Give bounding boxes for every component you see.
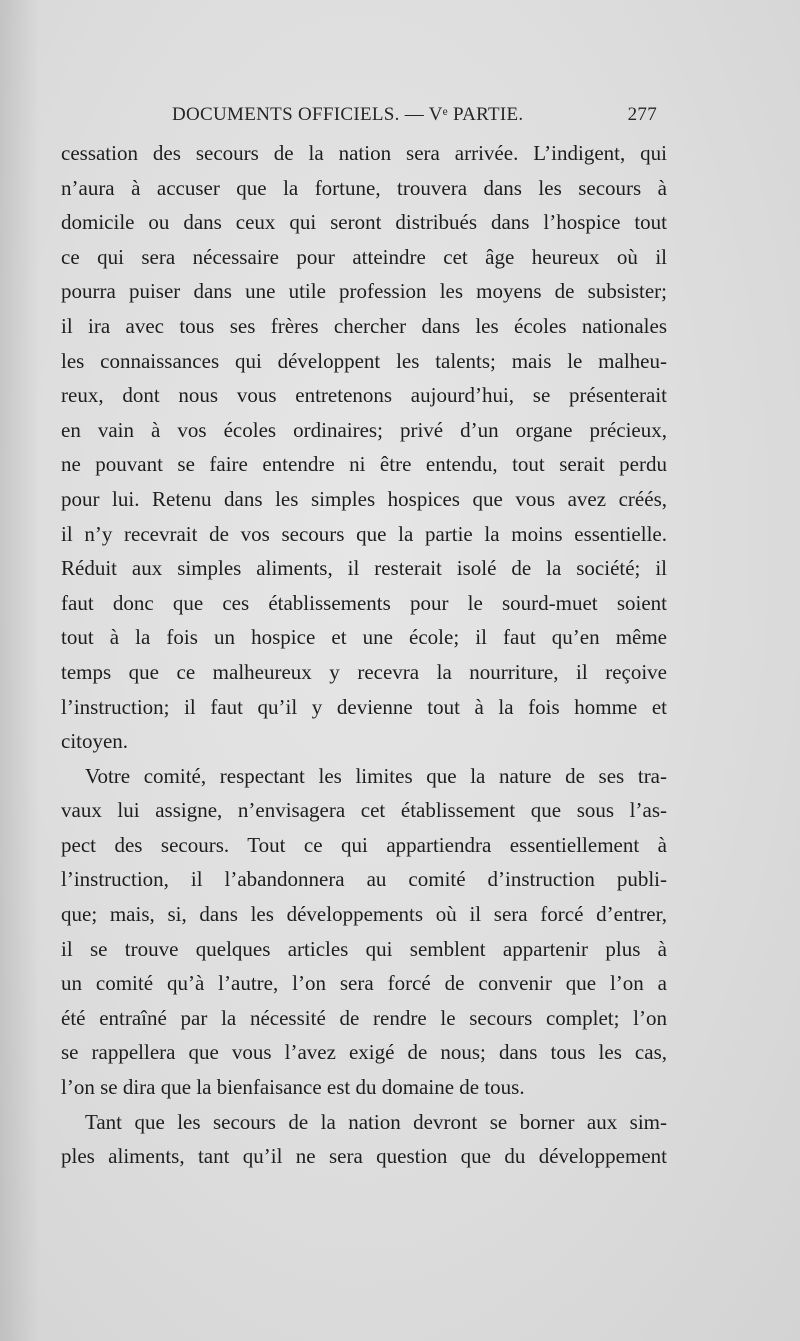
page-edge-shadow [0, 0, 40, 1341]
text-line: en vain à vos écoles ordinaires; privé d’un organe précieux, [61, 417, 667, 442]
text-line: que; mais, si, dans les développements où il sera forcé d’entrer, [61, 902, 667, 927]
paragraph-start-line: Tant que les secours de la nation devront se borner aux sim- [85, 1109, 667, 1134]
text-line: ce qui sera nécessaire pour atteindre cet âge heureux où il [61, 244, 667, 269]
paragraph-start-line: Votre comité, respectant les limites que la nature de ses tra- [85, 763, 667, 788]
text-line: il se trouve quelques articles qui semblent appartenir plus à [61, 936, 667, 961]
text-line: pourra puiser dans une utile profession les moyens de subsister; [61, 279, 667, 304]
text-line: se rappellera que vous l’avez exigé de nous; dans tous les cas, [61, 1040, 667, 1065]
text-line: les connaissances qui développent les talents; mais le malheu- [61, 348, 667, 373]
text-line: reux, dont nous vous entretenons aujourd’hui, se présenterait [61, 383, 667, 408]
text-line: cessation des secours de la nation sera arrivée. L’indigent, qui [61, 141, 667, 165]
text-line: Réduit aux simples aliments, il resterait isolé de la société; il [61, 556, 667, 581]
text-line: il ira avec tous ses frères chercher dans les écoles nationales [61, 313, 667, 338]
text-line: ne pouvant se faire entendre ni être entendu, tout serait perdu [61, 452, 667, 477]
paragraph-end-line: citoyen. [61, 729, 129, 754]
text-line: vaux lui assigne, n’envisagera cet établissement que sous l’as- [61, 798, 667, 823]
page-header [172, 104, 657, 136]
text-line: temps que ce malheureux y recevra la nourriture, il reçoive [61, 659, 667, 684]
text-line: un comité qu’à l’autre, l’on sera forcé de convenir que l’on a [61, 971, 667, 996]
text-line: pect des secours. Tout ce qui appartiendra essentiellement à [61, 832, 667, 857]
running-title: DOCUMENTS OFFICIELS. — Vᵉ PARTIE. [172, 104, 524, 125]
text-line: domicile ou dans ceux qui seront distribués dans l’hospice tout [61, 210, 667, 235]
paragraph-end-line: l’on se dira que la bienfaisance est du domaine de tous. [61, 1075, 525, 1100]
text-line: faut donc que ces établissements pour le sourd-muet soient [61, 590, 667, 615]
text-line: l’instruction; il faut qu’il y devienne tout à la fois homme et [61, 694, 667, 719]
body-text [61, 136, 667, 1174]
page-number: 277 [627, 104, 657, 125]
text-line: l’instruction, il l’abandonnera au comité d’instruction publi- [61, 867, 667, 892]
text-line: n’aura à accuser que la fortune, trouvera dans les secours à [61, 175, 667, 200]
text-line: il n’y recevrait de vos secours que la partie la moins essentielle. [61, 521, 667, 546]
text-line: ples aliments, tant qu’il ne sera question que du développement [61, 1144, 667, 1169]
text-line: été entraîné par la nécessité de rendre le secours complet; l’on [61, 1005, 667, 1030]
text-line: pour lui. Retenu dans les simples hospices que vous avez créés, [61, 486, 667, 511]
text-line: tout à la fois un hospice et une école; il faut qu’en même [61, 625, 667, 650]
